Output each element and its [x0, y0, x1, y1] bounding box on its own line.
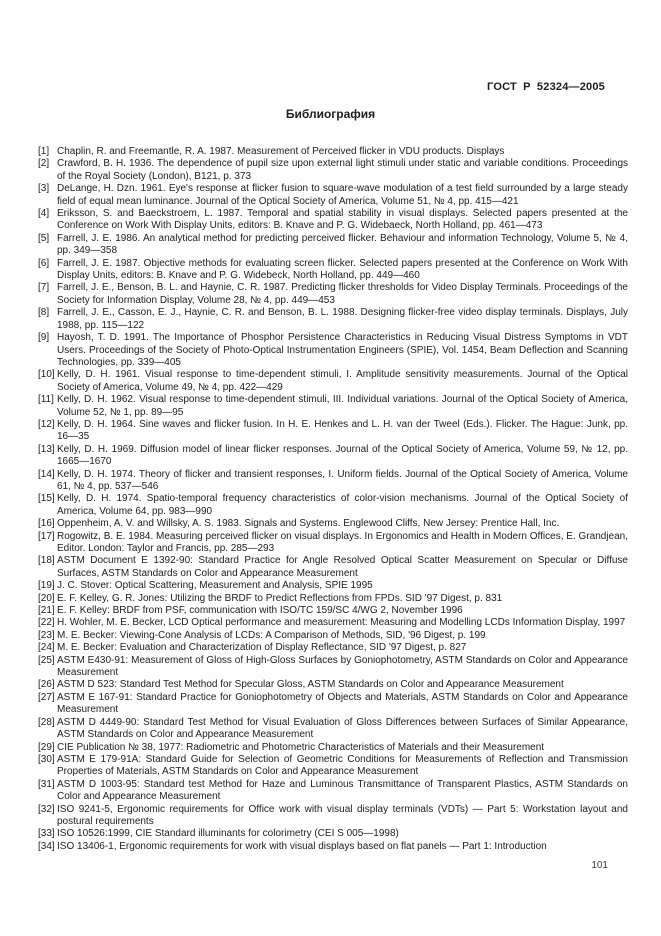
- reference-label: [32]: [38, 803, 55, 815]
- reference-label: [10]: [38, 369, 55, 381]
- reference-item: [38, 258, 628, 283]
- reference-text: ASTM D 4449-90: Standard Test Method for Visual Evaluation of Gloss Differences between Surfaces of Similar Appearance, ASTM Standards on Color and Appearance Measurement: [57, 716, 628, 741]
- reference-item: [38, 369, 628, 394]
- reference-item: [38, 742, 628, 754]
- reference-item: [38, 655, 628, 680]
- reference-label: [19]: [38, 580, 55, 592]
- reference-text: J. C. Stover: Optical Scattering, Measurement and Analysis, SPIE 1995: [57, 580, 373, 592]
- reference-item: [38, 754, 628, 779]
- reference-label: [12]: [38, 418, 55, 430]
- reference-item: [38, 593, 628, 605]
- reference-item: [38, 307, 628, 332]
- reference-item: [38, 493, 628, 518]
- reference-label: [15]: [38, 493, 55, 505]
- reference-item: [38, 332, 628, 369]
- reference-label: [17]: [38, 530, 55, 542]
- reference-text: Kelly, D. H. 1969. Diffusion model of linear flicker responses. Journal of the Optical Society of America, Volume 59, № 12, pp. 1665—1670: [57, 443, 628, 468]
- reference-item: [38, 146, 628, 158]
- reference-label: [33]: [38, 828, 55, 840]
- reference-label: [23]: [38, 629, 55, 641]
- reference-label: [8]: [38, 307, 50, 319]
- reference-text: Farrell, J. E., Benson, B. L. and Haynie, C. R. 1987. Predicting flicker thresholds for Video Display Terminals. Proceedings of the Society for Information Display, Volume 28, № 4, pp. 449—453: [57, 282, 628, 306]
- reference-item: [38, 828, 628, 840]
- reference-label: [3]: [38, 183, 50, 195]
- page-title: Библиография: [285, 107, 376, 121]
- reference-item: [38, 642, 628, 654]
- reference-label: [27]: [38, 691, 55, 703]
- reference-label: [6]: [38, 257, 50, 269]
- reference-text: H. Wohler, M. E. Becker, LCD Optical performance and measurement: Measuring and Modelling LCDs Information Display, 1997: [57, 617, 626, 629]
- reference-text: Farrell, J. E. 1986. An analytical method for predicting perceived flicker. Behaviour and information Technology, Volume 5, № 4, pp. 349—358: [57, 232, 628, 257]
- reference-item: [38, 679, 628, 691]
- reference-label: [11]: [38, 394, 54, 406]
- reference-text: ASTM D 1003-95: Standard test Method for Haze and Luminous Transmittance of Transparent Plastics, ASTM Standards on Color and Appearance Measurement: [57, 778, 628, 803]
- reference-text: DeLange, H. Dzn. 1961. Eye's response at flicker fusion to square-wave modulation of a test field surrounded by a large steady field of equal mean luminance. Journal of the Optical Society of America, Volume 51, № 4, pp. 415—421: [57, 183, 628, 207]
- reference-text: Eriksson, S. and Baeckstroem, L. 1987. Temporal and spatial stability in visual displays. Selected papers presented at the Conference on Work With Display Units, editors: B. Knave and P. G. Widebaeck, North Holland, pp. 461—473: [57, 208, 628, 232]
- reference-text: Kelly, D. H. 1962. Visual response to time-dependent stimuli, III. Individual variations. Journal of the Optical Society of America, Volume 52, № 1, pp. 89—95: [57, 394, 628, 418]
- reference-label: [29]: [38, 741, 55, 753]
- reference-label: [24]: [38, 642, 55, 654]
- reference-text: ISO 10526:1999, CIE Standard illuminants for colorimetry (CEI S 005—1998): [57, 828, 399, 840]
- reference-label: [9]: [38, 332, 50, 344]
- reference-label: [2]: [38, 158, 50, 170]
- reference-text: Chaplin, R. and Freemantle, R. A. 1987. Measurement of Perceived flicker in VDU products. Displays: [57, 146, 505, 157]
- reference-label: [7]: [38, 282, 50, 294]
- reference-item: [38, 444, 628, 469]
- reference-text: Farrell, J. E. 1987. Objective methods for evaluating screen flicker. Selected papers presented at the Conference on Work With Display Units, editors: B. Knave and P. G. Widebeck, North Holland, pp. 449—460: [57, 257, 628, 282]
- references-list: [38, 146, 628, 853]
- reference-text: ASTM E 167-91: Standard Practice for Goniophotometry of Objects and Materials, ASTM Standards on Color and Appearance Measurement: [57, 691, 628, 716]
- reference-item: [38, 469, 628, 494]
- reference-item: [38, 518, 628, 530]
- reference-label: [4]: [38, 208, 50, 220]
- reference-item: [38, 419, 628, 444]
- reference-item: [38, 233, 628, 258]
- reference-label: [5]: [38, 232, 50, 244]
- reference-text: Kelly, D. H. 1974. Theory of flicker and transient responses, I. Uniform fields. Journal of the Optical Society of America, Volume 61, № 4, pp. 537—546: [57, 468, 628, 492]
- reference-text: Kelly, D. H. 1964. Sine waves and flicker fusion. In H. E. Henkes and L. H. van der Tweel (Eds.). Flicker. The Hague: Junk, pp. 16—35: [57, 418, 628, 443]
- reference-item: [38, 208, 628, 233]
- reference-label: [20]: [38, 592, 55, 604]
- reference-item: [38, 555, 628, 580]
- reference-item: [38, 692, 628, 717]
- reference-text: Crawford, B. H. 1936. The dependence of pupil size upon external light stimuli under static and variable conditions. Proceedings of the Royal Society (London), B121, p. 373: [57, 158, 628, 182]
- reference-label: [31]: [38, 778, 55, 790]
- page-number: 101: [591, 860, 608, 871]
- reference-item: [38, 531, 628, 556]
- reference-text: Hayosh, T. D. 1991. The Importance of Phosphor Persistence Characteristics in Reducing Visual Distress Symptoms in VDT Users. Proceedings of the Society of Photo-Optical Instrumentation Engineers (SPIE), Vol. 1454, Beam Deflection and Scanning Technologies, pp. 339—405: [57, 332, 628, 368]
- reference-text: ASTM E 179-91A: Standard Guide for Selection of Geometric Conditions for Measurements of Reflection and Transmission Properties of Materials, ASTM Standards on Color and Appearance Measurement: [57, 753, 628, 778]
- reference-label: [21]: [38, 605, 55, 617]
- reference-text: M. E. Becker: Viewing-Cone Analysis of LCDs: A Comparison of Methods, SID, '96 Digest, p. 199: [57, 629, 486, 641]
- reference-text: ASTM E430-91: Measurement of Gloss of High-Gloss Surfaces by Goniophotometry, ASTM Standards on Color and Appearance Measurement: [57, 654, 628, 679]
- reference-item: [38, 717, 628, 742]
- reference-item: [38, 804, 628, 829]
- reference-item: [38, 779, 628, 804]
- reference-text: E. F. Kelley: BRDF from PSF, communication with ISO/TC 159/SC 4/WG 2, November 1996: [57, 605, 463, 617]
- reference-text: ASTM Document E 1392-90: Standard Practice for Angle Resolved Optical Scatter Measurement on Specular or Diffuse Surfaces, ASTM Standards on Color and Appearance Measurement: [57, 555, 628, 579]
- reference-text: Kelly, D. H. 1974. Spatio-temporal frequency characteristics of color-vision mechanisms. Journal of the Optical Society of America, Volume 64, pp. 983—990: [57, 493, 628, 517]
- reference-text: M. E. Becker: Evaluation and Characterization of Display Reflectance, SID '97 Digest, p. 827: [57, 642, 467, 654]
- reference-item: [38, 394, 628, 419]
- reference-text: Rogowitz, B. E. 1984. Measuring perceived flicker on visual displays. In Ergonomics and Health in Modern Offices, E. Grandjean, Editor. London: Taylor and Francis, pp. 285—293: [57, 530, 628, 554]
- reference-item: [38, 617, 628, 629]
- reference-label: [34]: [38, 840, 55, 852]
- reference-item: [38, 580, 628, 592]
- reference-label: [30]: [38, 753, 55, 765]
- reference-label: [25]: [38, 654, 55, 666]
- reference-label: [16]: [38, 518, 55, 530]
- reference-label: [28]: [38, 716, 55, 728]
- reference-text: E. F. Kelley, G. R. Jones: Utilizing the BRDF to Predict Reflections from FPDs. SID '97 Digest, p. 831: [57, 592, 503, 604]
- reference-label: [14]: [38, 468, 55, 480]
- reference-text: ISO 9241-5, Ergonomic requirements for Office work with visual display terminals (VDTs) — Part 5: Workstation layout and postural requirements: [57, 803, 628, 827]
- reference-item: [38, 630, 628, 642]
- reference-item: [38, 841, 628, 853]
- reference-label: [1]: [38, 146, 50, 157]
- reference-item: [38, 158, 628, 183]
- standard-designation-header: ГОСТ Р 52324—2005: [487, 81, 605, 93]
- reference-text: Farrell, J. E., Casson, E. J., Haynie, C. R. and Benson, B. L. 1988. Designing flicker-free video display terminals. Displays, July 1988, pp. 115—122: [57, 307, 628, 331]
- reference-label: [18]: [38, 555, 55, 567]
- reference-label: [26]: [38, 679, 55, 691]
- reference-label: [13]: [38, 443, 55, 455]
- reference-text: ASTM D 523: Standard Test Method for Specular Gloss, ASTM Standards on Color and Appearance Measurement: [57, 679, 564, 691]
- reference-text: Kelly, D. H. 1961. Visual response to time-dependent stimuli, I. Amplitude sensitivity measurements. Journal of the Optical Society of America, Volume 49, № 4, pp. 422—429: [57, 369, 628, 393]
- reference-text: ISO 13406-1, Ergonomic requirements for work with visual displays based on flat panels — Part 1: Introduction: [57, 840, 547, 852]
- reference-text: Oppenheim, A. V. and Willsky, A. S. 1983. Signals and Systems. Englewood Cliffs, New Jersey: Prentice Hall, Inc.: [57, 518, 560, 530]
- reference-text: CIE Publication № 38, 1977: Radiometric and Photometric Characteristics of Materials and their Measurement: [57, 741, 545, 753]
- reference-label: [22]: [38, 617, 55, 629]
- reference-item: [38, 183, 628, 208]
- reference-item: [38, 282, 628, 307]
- reference-item: [38, 605, 628, 617]
